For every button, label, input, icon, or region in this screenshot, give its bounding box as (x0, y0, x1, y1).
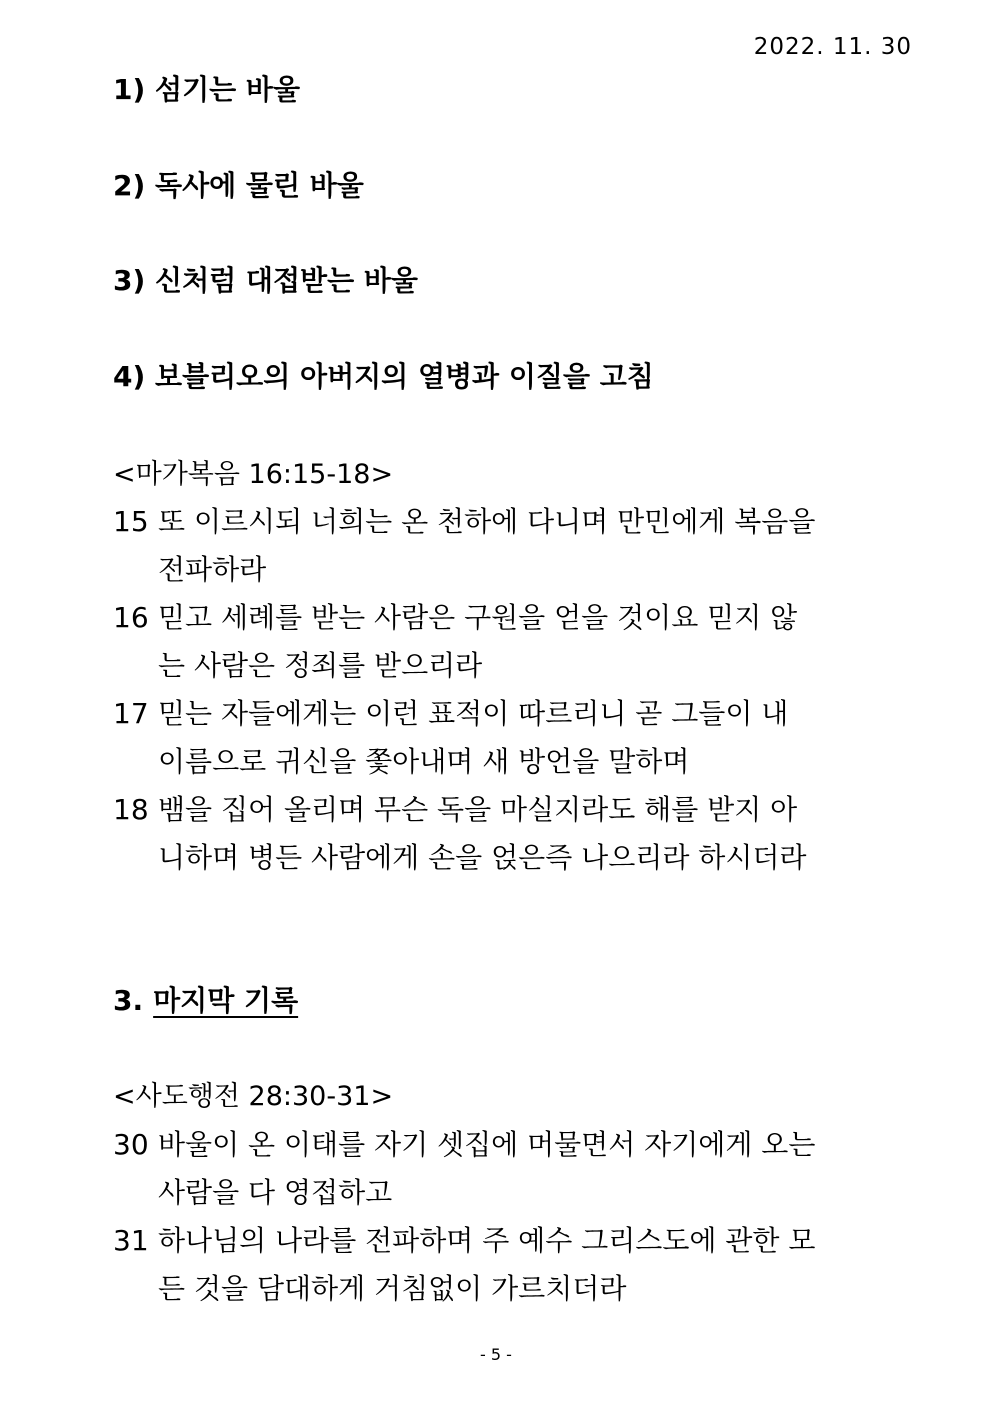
verse-text (158, 1121, 913, 1217)
section-number: 3. (113, 984, 144, 1017)
verse-line: 는 사람은 정죄를 받으리라 (158, 649, 483, 682)
verse (113, 1121, 913, 1217)
verse-text (158, 786, 913, 882)
verse-line: 이름으로 귀신을 쫓아내며 새 방언을 말하며 (158, 745, 690, 778)
verse-text (158, 1217, 913, 1313)
verse-number: 16 (113, 601, 149, 634)
verse-line: 뱀을 집어 올리며 무슨 독을 마실지라도 해를 받지 아 (158, 793, 798, 826)
verse-line: 전파하라 (158, 553, 267, 586)
verse-text (158, 594, 913, 690)
verse-number: 17 (113, 697, 149, 730)
verse-number: 30 (113, 1128, 149, 1161)
passage-reference: <마가복음 16:15-18> (113, 459, 394, 490)
heading-2: 2) 독사에 물린 바울 (113, 169, 364, 202)
section-heading (113, 979, 298, 1019)
verse-line: 또 이르시되 너희는 온 천하에 다니며 만민에게 복음을 (158, 505, 816, 538)
verse-line: 하나님의 나라를 전파하며 주 예수 그리스도에 관한 모 (158, 1224, 816, 1257)
page-number: - 5 - (480, 1345, 512, 1364)
heading-3: 3) 신처럼 대접받는 바울 (113, 264, 418, 297)
verse (113, 1217, 913, 1313)
verse (113, 786, 913, 882)
verse-line: 든 것을 담대하게 거침없이 가르치더라 (158, 1272, 627, 1305)
verse-list (113, 498, 913, 882)
verse-text (158, 690, 913, 786)
verse-line: 니하며 병든 사람에게 손을 얹은즉 나으리라 하시더라 (158, 841, 807, 874)
verse-line: 믿고 세례를 받는 사람은 구원을 얻을 것이요 믿지 않 (158, 601, 798, 634)
date: 2022. 11. 30 (753, 34, 912, 60)
heading-4: 4) 보블리오의 아버지의 열병과 이질을 고침 (113, 360, 654, 393)
verse-line: 바울이 온 이태를 자기 셋집에 머물면서 자기에게 오는 (158, 1128, 816, 1161)
verse-line: 사람을 다 영접하고 (158, 1176, 393, 1209)
verse-line: 믿는 자들에게는 이런 표적이 따르리니 곧 그들이 내 (158, 697, 789, 730)
verse-number: 18 (113, 793, 149, 826)
verse (113, 594, 913, 690)
verse-text (158, 498, 913, 594)
section-title: 마지막 기록 (153, 984, 299, 1017)
passage-reference: <사도행전 28:30-31> (113, 1081, 394, 1112)
heading-1: 1) 섬기는 바울 (113, 73, 301, 106)
verse (113, 690, 913, 786)
verse (113, 498, 913, 594)
verse-list (113, 1121, 913, 1313)
verse-number: 31 (113, 1224, 149, 1257)
verse-number: 15 (113, 505, 149, 538)
